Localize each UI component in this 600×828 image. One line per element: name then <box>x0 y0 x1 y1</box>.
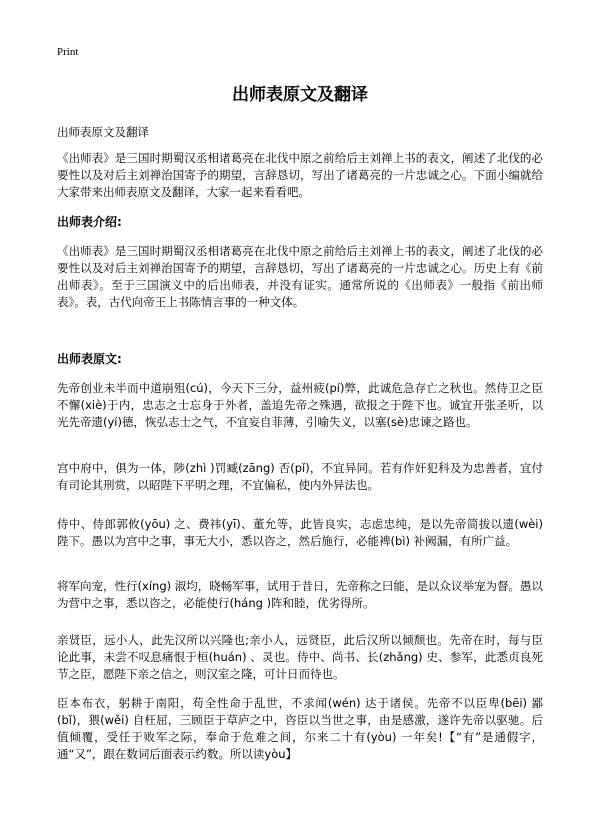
original-paragraph-3: 侍中、侍郎郭攸(yōu) 之、费祎(yī)、董允等，此皆良实，志虑忠纯，是以先帝简拔以遗(wèi) 陛下。愚以为宫中之事，事无大小，悉以咨之，然后施行，必能裨(bì) 补阙漏，有所广益。 <box>57 517 543 548</box>
original-paragraph-2: 宫中府中，俱为一体，陟(zhì )罚臧(zāng) 否(pǐ)，不宜异同。若有作奸犯科及为忠善者，宜付有司论其刑赏，以昭陛下平明之理，不宜偏私，使内外异法也。 <box>57 461 543 492</box>
original-paragraph-5: 亲贤臣，远小人，此先汉所以兴隆也;亲小人，远贤臣，此后汉所以倾颓也。先帝在时，每与臣论此事，未尝不叹息痛恨于桓(huán) 、灵也。侍中、尚书、长(zhǎng) 史、参军，此悉贞良死节之臣，愿陛下亲之信之，则汉室之隆，可计日而待也。 <box>57 633 543 681</box>
page-title: 出师表原文及翻译 <box>232 85 368 105</box>
section-heading-intro: 出师表介绍: <box>57 215 122 229</box>
print-link[interactable]: Print <box>57 46 79 58</box>
original-paragraph-1: 先帝创业未半而中道崩殂(cú)，今天下三分，益州疲(pí)弊，此诚危急存亡之秋也。然侍卫之臣不懈(xiè)于内，忠志之士忘身于外者，盖追先帝之殊遇，欲报之于陛下也。诚宜开张圣听，以光先帝遗(yí)德，恢弘志士之气，不宜妄自菲薄，引喻失义，以塞(sè)忠谏之路也。 <box>57 381 543 429</box>
subtitle: 出师表原文及翻译 <box>57 125 149 139</box>
section-heading-original: 出师表原文: <box>57 352 122 366</box>
original-paragraph-6: 臣本布衣，躬耕于南阳，苟全性命于乱世，不求闻(wén) 达于诸侯。先帝不以臣卑(bēi) 鄙(bǐ)，猥(wěi) 自枉屈，三顾臣于草庐之中，咨臣以当世之事，由是感激，遂许先帝以驱驰。后值倾覆，受任于败军之际，奉命于危难之间，尔来二十有(yòu) 一年矣!【“有”是通假字，通“又”，跟在数词后面表示约数。所以读yòu】 <box>57 696 543 761</box>
intro-paragraph: 《出师表》是三国时期蜀汉丞相诸葛亮在北伐中原之前给后主刘禅上书的表文，阐述了北伐的必要性以及对后主刘禅治国寄予的期望，言辞恳切，写出了诸葛亮的一片忠诚之心。下面小编就给大家带来出师表原文及翻译，大家一起来看看吧。 <box>57 151 543 199</box>
intro-section-paragraph: 《出师表》是三国时期蜀汉丞相诸葛亮在北伐中原之前给后主刘禅上书的表文，阐述了北伐的必要性以及对后主刘禅治国寄予的期望，言辞恳切，写出了诸葛亮的一片忠诚之心。历史上有《前出师表》。至于三国演义中的后出师表，并没有证实。通常所说的《出师表》一般指《前出师表》。表，古代向帝王上书陈情言事的一种文体。 <box>57 244 543 309</box>
original-paragraph-4: 将军向宠，性行(xíng) 淑均，晓畅军事，试用于昔日，先帝称之曰能，是以众议举宠为督。愚以为营中之事，悉以咨之，必能使行(háng )阵和睦，优劣得所。 <box>57 579 543 610</box>
